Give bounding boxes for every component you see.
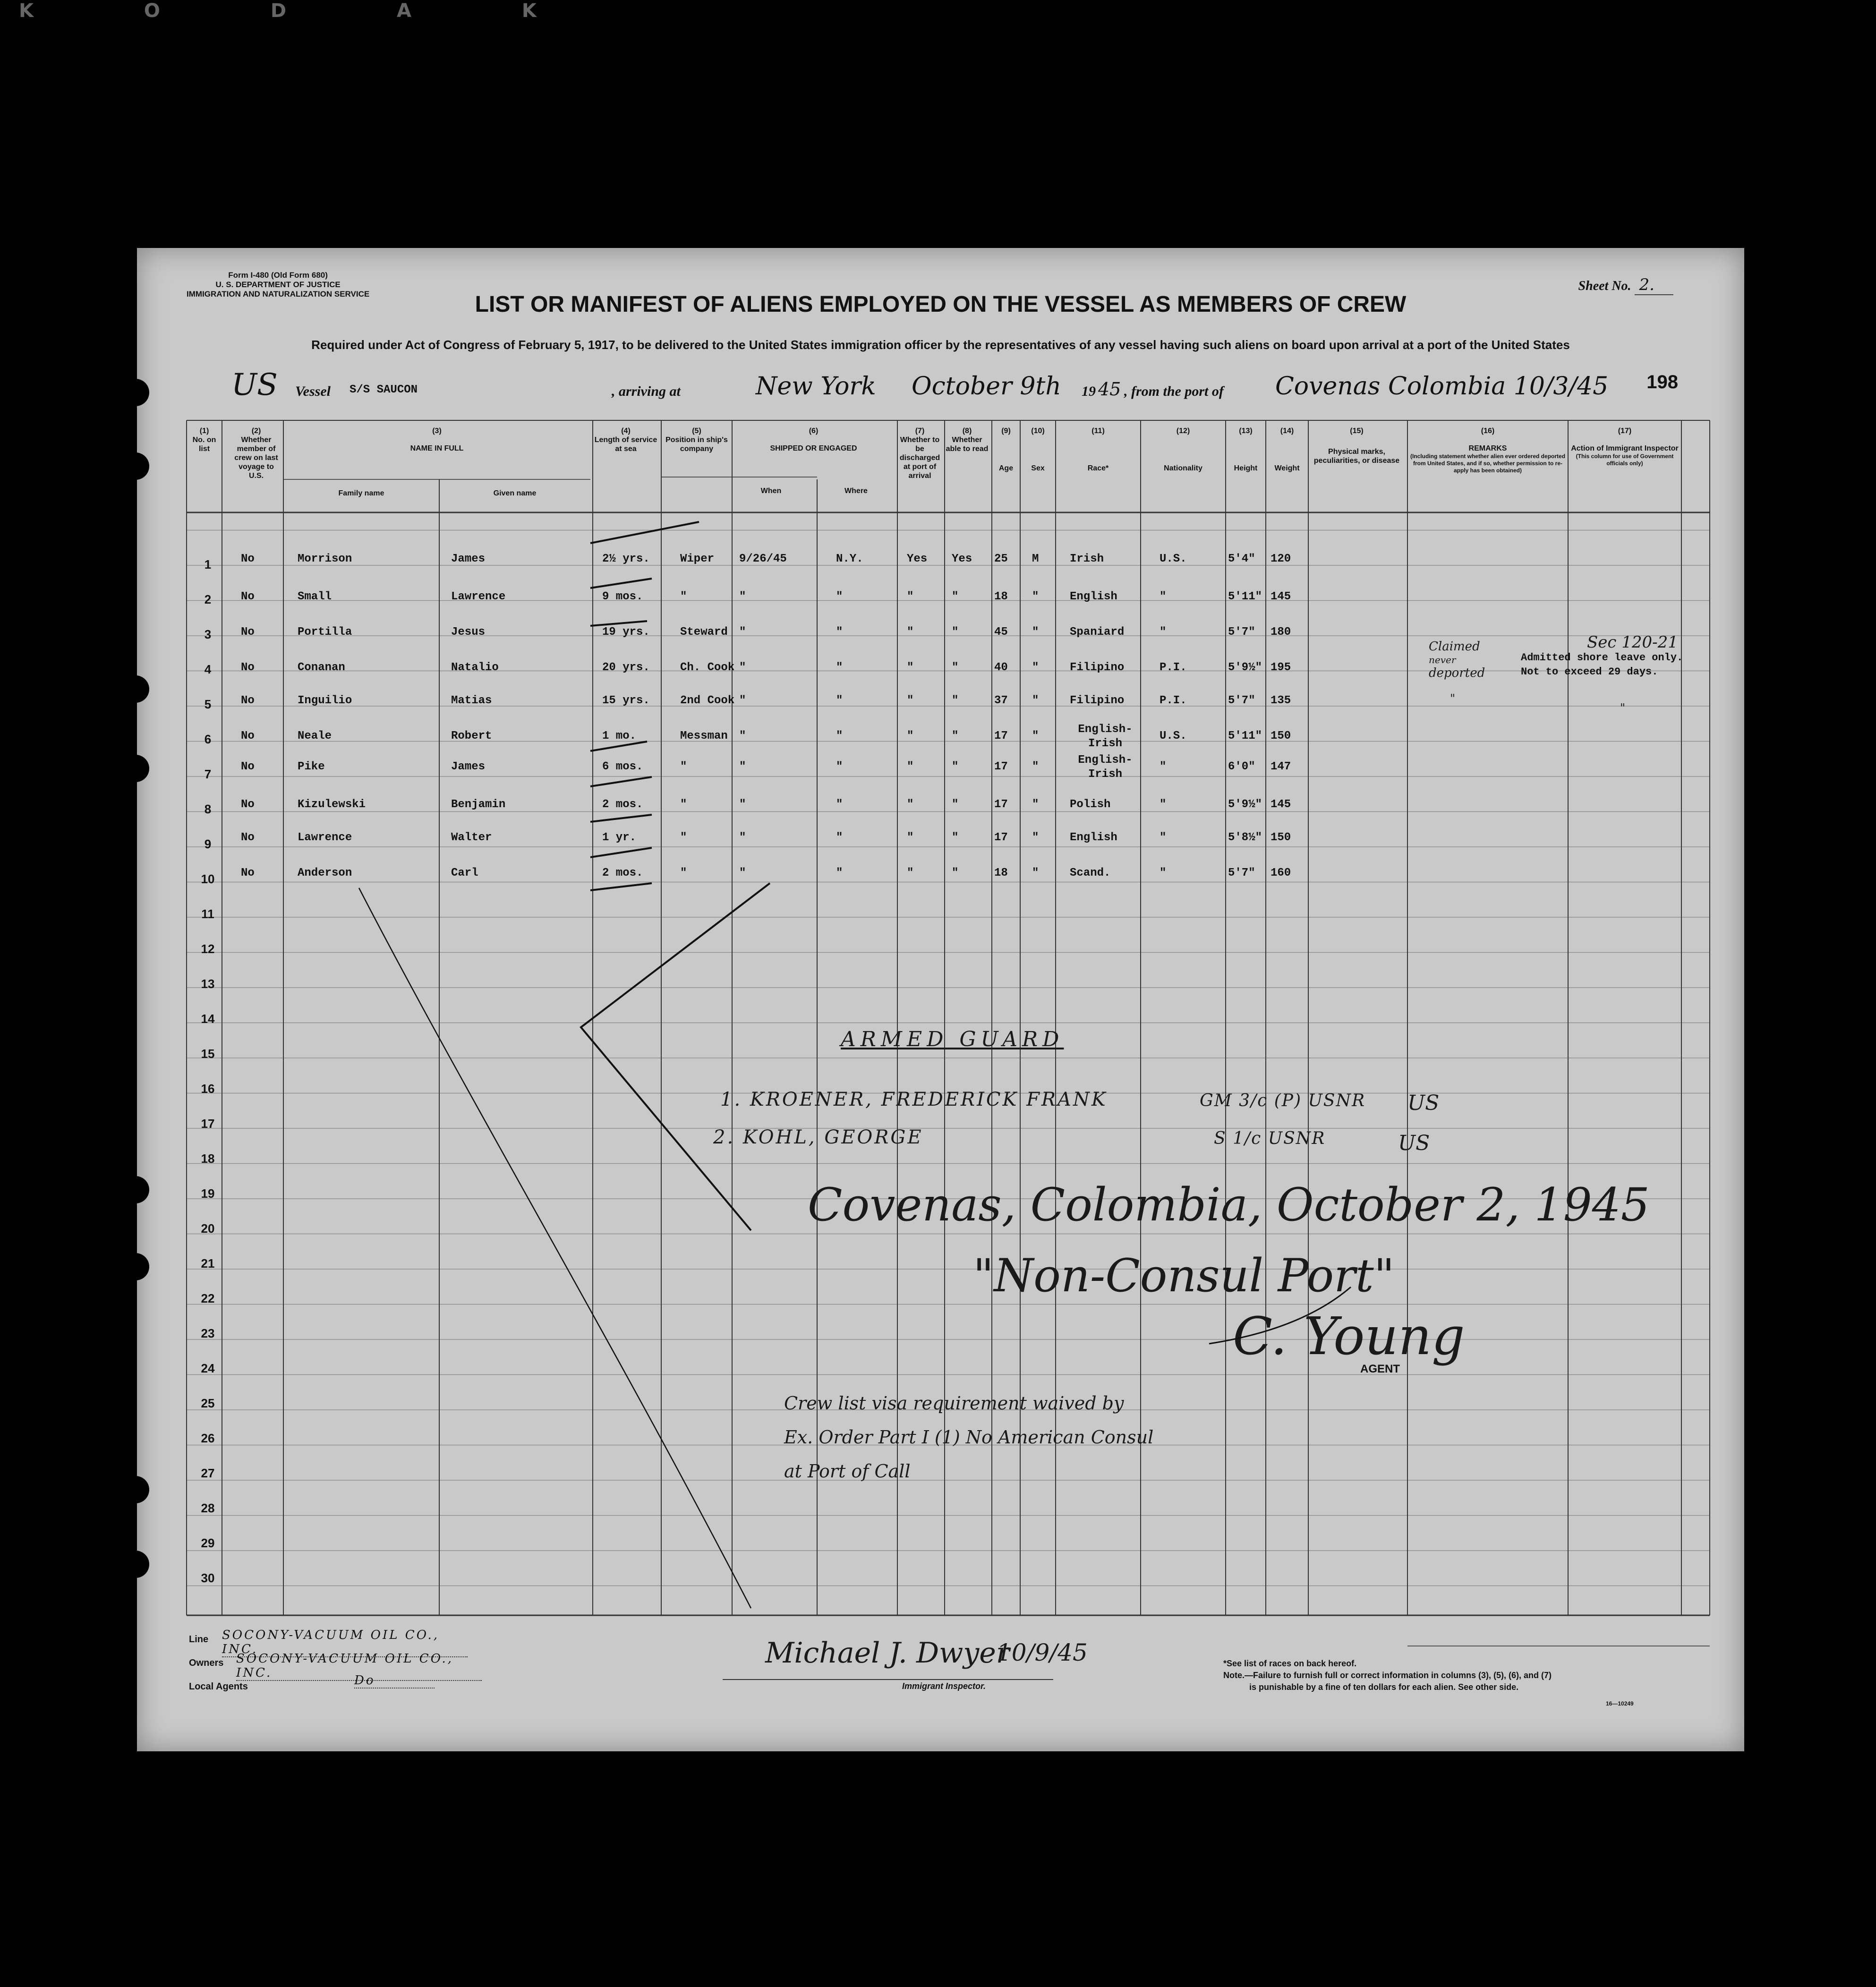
age-cell: 45 <box>994 626 1008 639</box>
col-read-header: (8) Whether able to read <box>946 427 989 453</box>
races-note: *See list of races on back hereof. <box>1223 1659 1357 1668</box>
arrival-year: 45 <box>1098 379 1121 400</box>
col-physical-header: (15) Physical marks, peculiarities, or disease <box>1313 427 1400 465</box>
row-number: 17 <box>201 1117 215 1131</box>
row-number: 1 <box>204 557 212 571</box>
sex-cell: " <box>1032 831 1039 844</box>
service-length-cell: 15 yrs. <box>602 694 650 707</box>
row-number: 5 <box>204 697 212 711</box>
service-length-cell: 1 yr. <box>602 831 637 844</box>
service-length-cell: 19 yrs. <box>602 626 650 639</box>
shipped-where-cell: " <box>836 694 843 707</box>
row-number: 13 <box>201 977 215 991</box>
row-number: 3 <box>204 627 212 641</box>
position-cell: Steward <box>680 626 728 639</box>
row-number: 22 <box>201 1291 215 1305</box>
height-cell: 5'7" <box>1228 694 1255 707</box>
row-number: 7 <box>204 767 212 781</box>
height-cell: 5'11" <box>1228 590 1262 603</box>
age-cell: 17 <box>994 798 1008 811</box>
able-to-read-cell: " <box>952 694 959 707</box>
discharged-cell: " <box>907 867 914 879</box>
signature-underline <box>1209 1287 1351 1344</box>
sex-cell: " <box>1032 626 1039 639</box>
age-cell: 37 <box>994 694 1008 707</box>
weight-cell: 150 <box>1271 831 1291 844</box>
ditto-stroke <box>590 522 699 890</box>
nationality-cell: U.S. <box>1160 730 1187 742</box>
armed-guard-member-1-rank: GM 3/c (P) USNR <box>1200 1091 1366 1110</box>
pen-strokes <box>137 248 1744 1751</box>
height-cell: 5'11" <box>1228 730 1262 742</box>
col-shipped-header: (6) SHIPPED OR ENGAGED <box>770 427 857 452</box>
position-cell: Messman <box>680 730 728 742</box>
height-cell: 6'0" <box>1228 760 1255 773</box>
sex-cell: " <box>1032 694 1039 707</box>
shipped-where-cell: " <box>836 730 843 742</box>
able-to-read-cell: " <box>952 867 959 879</box>
col-weight-header: (14) Weight <box>1274 427 1300 472</box>
age-cell: 17 <box>994 831 1008 844</box>
able-to-read-cell: " <box>952 831 959 844</box>
last-voyage-cell: No <box>241 760 255 773</box>
col-position-header: (5) Position in ship's company <box>665 427 728 453</box>
nationality-cell: " <box>1160 760 1167 773</box>
col-nationality-header: (12) Nationality <box>1164 427 1202 472</box>
inspector-label: Immigrant Inspector. <box>902 1681 986 1691</box>
discharged-cell: " <box>907 798 914 811</box>
row-number: 28 <box>201 1501 215 1515</box>
last-voyage-cell: No <box>241 867 255 879</box>
col-race-header: (11) Race* <box>1087 427 1109 472</box>
penalty-note-2: is punishable by a fine of ten dollars for each alien. See other side. <box>1249 1682 1519 1692</box>
row-number: 20 <box>201 1221 215 1236</box>
family-name-cell: Kizulewski <box>298 798 366 811</box>
family-name-cell: Pike <box>298 760 325 773</box>
row-number: 15 <box>201 1047 215 1061</box>
armed-guard-member-2-nationality: US <box>1398 1131 1430 1155</box>
printing-code: 16—10249 <box>1606 1700 1634 1707</box>
service-name: IMMIGRATION AND NATURALIZATION SERVICE <box>187 290 370 298</box>
race-cell: Polish <box>1070 798 1111 811</box>
row-number: 2 <box>204 592 212 606</box>
shipped-where-cell: " <box>836 626 843 639</box>
bracket-stroke <box>581 883 770 1230</box>
remarks-ditto-mark: " <box>1450 692 1456 705</box>
penalty-note-1: Note.—Failure to furnish full or correct information in columns (3), (5), (6), and (7) <box>1223 1671 1552 1680</box>
remarks-not-exceed-days: Not to exceed 29 days. <box>1521 666 1658 678</box>
line-label: Line <box>189 1634 209 1645</box>
local-agents-value: Do <box>354 1673 435 1689</box>
arrival-port: New York <box>756 372 876 401</box>
row-number: 19 <box>201 1186 215 1201</box>
last-voyage-cell: No <box>241 553 255 565</box>
position-cell: " <box>680 867 687 879</box>
discharged-cell: " <box>907 661 914 674</box>
shipped-where-cell: " <box>836 831 843 844</box>
page-subtitle: Required under Act of Congress of February 5, 1917, to be delivered to the United States immigration officer by the representatives of any vessel having such aliens on board upon arrival at a port of the United States <box>311 338 1570 352</box>
age-cell: 18 <box>994 590 1008 603</box>
position-cell: " <box>680 760 687 773</box>
row-number: 26 <box>201 1431 215 1445</box>
nationality-cell: U.S. <box>1160 553 1187 565</box>
col-remarks-header: (16) REMARKS (Including statement whether alien ever ordered deported from United States, and if so, whether permission to re-apply has been obtained) <box>1410 427 1566 474</box>
shipped-where-cell: " <box>836 867 843 879</box>
age-cell: 25 <box>994 553 1008 565</box>
able-to-read-cell: " <box>952 760 959 773</box>
height-cell: 5'7" <box>1228 867 1255 879</box>
nationality-cell: P.I. <box>1160 694 1187 707</box>
sex-cell: " <box>1032 867 1039 879</box>
sex-cell: " <box>1032 590 1039 603</box>
weight-cell: 150 <box>1271 730 1291 742</box>
sheet-number-value: 2. <box>1635 275 1673 295</box>
age-cell: 18 <box>994 867 1008 879</box>
family-name-cell: Portilla <box>298 626 352 639</box>
weight-cell: 147 <box>1271 760 1291 773</box>
last-voyage-cell: No <box>241 831 255 844</box>
nationality-cell: " <box>1160 590 1167 603</box>
row-number: 30 <box>201 1571 215 1585</box>
remarks-admitted-shore-leave: Admitted shore leave only. <box>1521 652 1683 664</box>
discharged-cell: " <box>907 730 914 742</box>
remarks-section-reference: Sec 120-21 <box>1587 633 1678 652</box>
row-number: 18 <box>201 1151 215 1166</box>
discharged-cell: " <box>907 760 914 773</box>
last-voyage-cell: No <box>241 626 255 639</box>
shipped-when-cell: " <box>739 730 746 742</box>
race-cell: Filipino <box>1070 661 1125 674</box>
arrival-date: October 9th <box>912 372 1061 401</box>
agent-signature: C. Young <box>1233 1306 1465 1366</box>
shipped-where-cell: " <box>836 661 843 674</box>
non-consul-port-note: "Non-Consul Port" <box>973 1249 1395 1302</box>
service-length-cell: 2½ yrs. <box>602 553 650 565</box>
race-cell: Irish <box>1070 553 1104 565</box>
col-when-header: When <box>760 487 782 495</box>
crew-list-waiver-note: Crew list visa requirement waived by Ex. Order Part I (1) No American Consul at Port of Call <box>784 1393 1154 1482</box>
position-cell: " <box>680 831 687 844</box>
col-given-name-header: Given name <box>493 489 537 497</box>
flag-handwritten: US <box>231 367 278 402</box>
col-age-header: (9) Age <box>998 427 1014 472</box>
row-number: 16 <box>201 1082 215 1096</box>
armed-guard-member-2: 2. KOHL, GEORGE <box>713 1126 923 1148</box>
armed-guard-member-2-rank: S 1/c USNR <box>1214 1129 1326 1148</box>
service-length-cell: 20 yrs. <box>602 661 650 674</box>
col-sex-header: (10) Sex <box>1031 427 1045 472</box>
sheet-number: Sheet No. 2. <box>1578 275 1673 294</box>
sex-cell: M <box>1032 553 1039 565</box>
shipped-when-cell: " <box>739 760 746 773</box>
row-number: 14 <box>201 1012 215 1026</box>
page-title: LIST OR MANIFEST OF ALIENS EMPLOYED ON THE VESSEL AS MEMBERS OF CREW <box>475 292 1407 317</box>
position-cell: " <box>680 798 687 811</box>
sex-cell: " <box>1032 798 1039 811</box>
discharged-cell: " <box>907 626 914 639</box>
nationality-cell: " <box>1160 626 1167 639</box>
line-value: SOCONY-VACUUM OIL CO., INC. <box>222 1628 468 1657</box>
given-name-cell: Jesus <box>451 626 486 639</box>
sex-cell: " <box>1032 661 1039 674</box>
owners-label: Owners <box>189 1658 224 1668</box>
position-cell: Ch. Cook <box>680 661 735 674</box>
last-voyage-cell: No <box>241 590 255 603</box>
row-number: 11 <box>201 907 214 921</box>
age-cell: 17 <box>994 730 1008 742</box>
nationality-cell: " <box>1160 798 1167 811</box>
able-to-read-cell: Yes <box>952 553 972 565</box>
race-cell: English-Irish <box>1078 723 1133 750</box>
given-name-cell: Lawrence <box>451 590 506 603</box>
given-name-cell: Matias <box>451 694 492 707</box>
discharged-cell: " <box>907 831 914 844</box>
nationality-cell: " <box>1160 831 1167 844</box>
given-name-cell: Carl <box>451 867 478 879</box>
weight-cell: 135 <box>1271 694 1291 707</box>
weight-cell: 120 <box>1271 553 1291 565</box>
shipped-where-cell: N.Y. <box>836 553 863 565</box>
row-number: 21 <box>201 1256 215 1271</box>
row-number: 24 <box>201 1361 215 1375</box>
height-cell: 5'9½" <box>1228 798 1262 811</box>
film-edge-marking: K O D A K <box>19 0 588 22</box>
last-voyage-cell: No <box>241 661 255 674</box>
col-last-voyage-header: (2) Whether member of crew on last voyage to U.S. <box>234 427 278 480</box>
row-number: 9 <box>204 837 212 851</box>
inspector-signature: Michael J. Dwyer <box>765 1637 1010 1670</box>
nationality-cell: P.I. <box>1160 661 1187 674</box>
race-cell: English <box>1070 831 1117 844</box>
col-inspector-header: (17) Action of Immigrant Inspector (This column for use of Government officials only) <box>1571 427 1679 467</box>
height-cell: 5'8½" <box>1228 831 1262 844</box>
shipped-when-cell: " <box>739 590 746 603</box>
discharged-cell: " <box>907 694 914 707</box>
able-to-read-cell: " <box>952 730 959 742</box>
row-number: 6 <box>204 732 212 746</box>
able-to-read-cell: " <box>952 798 959 811</box>
given-name-cell: Benjamin <box>451 798 506 811</box>
service-length-cell: 6 mos. <box>602 760 643 773</box>
weight-cell: 145 <box>1271 798 1291 811</box>
able-to-read-cell: " <box>952 626 959 639</box>
row-number: 25 <box>201 1396 215 1410</box>
shipped-when-cell: 9/26/45 <box>739 553 787 565</box>
race-cell: English-Irish <box>1078 754 1133 781</box>
shipped-where-cell: " <box>836 590 843 603</box>
vessel-line: US Vessel S/S SAUCON , arriving at New York October 9th 19 45 , from the port of Covenas Colombia 10/3/45 <box>231 367 1609 402</box>
age-cell: 17 <box>994 760 1008 773</box>
col-family-name-header: Family name <box>338 489 384 497</box>
height-cell: 5'9½" <box>1228 661 1262 674</box>
department: U. S. DEPARTMENT OF JUSTICE <box>215 280 341 289</box>
race-cell: Spaniard <box>1070 626 1125 639</box>
height-cell: 5'4" <box>1228 553 1255 565</box>
family-name-cell: Neale <box>298 730 332 742</box>
able-to-read-cell: " <box>952 661 959 674</box>
remarks-ditto-mark: " <box>1620 701 1626 715</box>
service-length-cell: 1 mo. <box>602 730 637 742</box>
weight-cell: 180 <box>1271 626 1291 639</box>
race-cell: Filipino <box>1070 694 1125 707</box>
given-name-cell: Walter <box>451 831 492 844</box>
given-name-cell: Natalio <box>451 661 499 674</box>
able-to-read-cell: " <box>952 590 959 603</box>
sex-cell: " <box>1032 760 1039 773</box>
row-number: 27 <box>201 1466 215 1480</box>
family-name-cell: Anderson <box>298 867 352 879</box>
local-agents-label: Local Agents <box>189 1681 248 1692</box>
inspector-date: 10/9/45 <box>997 1639 1088 1666</box>
shipped-where-cell: " <box>836 798 843 811</box>
weight-cell: 195 <box>1271 661 1291 674</box>
shipped-when-cell: " <box>739 798 746 811</box>
col-discharged-header: (7) Whether to be discharged at port of arrival <box>899 427 940 480</box>
col-name-header: (3) NAME IN FULL <box>410 427 464 452</box>
given-name-cell: Robert <box>451 730 492 742</box>
given-name-cell: James <box>451 760 486 773</box>
row-number: 23 <box>201 1326 215 1340</box>
last-voyage-cell: No <box>241 798 255 811</box>
shipped-where-cell: " <box>836 760 843 773</box>
last-voyage-cell: No <box>241 694 255 707</box>
row-number: 12 <box>201 942 215 956</box>
shipped-when-cell: " <box>739 831 746 844</box>
height-cell: 5'7" <box>1228 626 1255 639</box>
service-length-cell: 9 mos. <box>602 590 643 603</box>
family-name-cell: Inguilio <box>298 694 352 707</box>
armed-guard-member-1: 1. KROENER, FREDERICK FRANK <box>720 1089 1108 1110</box>
armed-guard-heading: ARMED GUARD <box>841 1027 1064 1051</box>
family-name-cell: Conanan <box>298 661 345 674</box>
departure-port: Covenas Colombia 10/3/45 <box>1275 372 1609 401</box>
family-name-cell: Small <box>298 590 332 603</box>
shipped-when-cell: " <box>739 867 746 879</box>
discharged-cell: " <box>907 590 914 603</box>
place-date-handwritten: Covenas, Colombia, October 2, 1945 <box>808 1178 1650 1231</box>
last-voyage-cell: No <box>241 730 255 742</box>
shipped-when-cell: " <box>739 626 746 639</box>
row-number: 4 <box>204 662 212 676</box>
shipped-when-cell: " <box>739 661 746 674</box>
col-where-header: Where <box>844 487 868 495</box>
page-number: 198 <box>1646 372 1678 392</box>
manifest-sheet <box>137 248 1744 1751</box>
remarks-claimed-never-deported: Claimed never deported <box>1429 640 1485 680</box>
col-service-header: (4) Length of service at sea <box>594 427 657 453</box>
row-number: 10 <box>201 872 215 886</box>
form-number: Form I-480 (Old Form 680) <box>228 271 328 280</box>
weight-cell: 160 <box>1271 867 1291 879</box>
row-number: 8 <box>204 802 212 816</box>
col-no-header: (1) No. on list <box>192 427 216 453</box>
owners-value: SOCONY-VACUUM OIL CO., INC. <box>236 1652 482 1681</box>
service-length-cell: 2 mos. <box>602 798 643 811</box>
service-length-cell: 2 mos. <box>602 867 643 879</box>
row-number: 29 <box>201 1536 215 1550</box>
col-height-header: (13) Height <box>1234 427 1258 472</box>
nationality-cell: " <box>1160 867 1167 879</box>
weight-cell: 145 <box>1271 590 1291 603</box>
position-cell: " <box>680 590 687 603</box>
family-name-cell: Lawrence <box>298 831 352 844</box>
armed-guard-member-1-nationality: US <box>1407 1091 1440 1115</box>
sex-cell: " <box>1032 730 1039 742</box>
shipped-when-cell: " <box>739 694 746 707</box>
position-cell: Wiper <box>680 553 715 565</box>
race-cell: English <box>1070 590 1117 603</box>
race-cell: Scand. <box>1070 867 1111 879</box>
diagonal-stroke <box>359 888 751 1608</box>
position-cell: 2nd Cook <box>680 694 735 707</box>
age-cell: 40 <box>994 661 1008 674</box>
vessel-name: S/S SAUCON <box>350 384 418 396</box>
given-name-cell: James <box>451 553 486 565</box>
discharged-cell: Yes <box>907 553 928 565</box>
agent-stamp: AGENT <box>1360 1363 1400 1375</box>
family-name-cell: Morrison <box>298 553 352 565</box>
